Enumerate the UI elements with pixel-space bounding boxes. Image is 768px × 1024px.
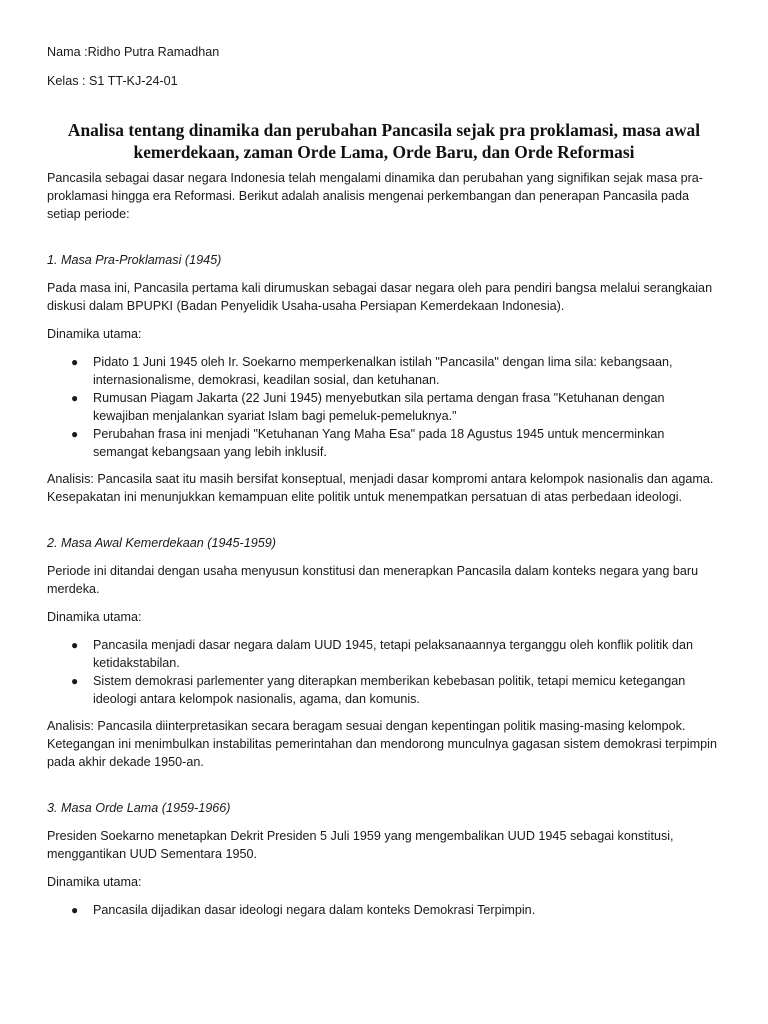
intro-paragraph: Pancasila sebagai dasar negara Indonesia telah mengalami dinamika dan perubahan yang signifikan sejak masa pra-proklamasi hingga era Reformasi. Berikut adalah analisis mengenai perkembangan dan penerapan Pancasila pada setiap periode:: [47, 171, 703, 221]
list-item: [47, 353, 721, 389]
list-item: [47, 425, 721, 461]
list-item-text: Pancasila dijadikan dasar ideologi negara dalam konteks Demokrasi Terpimpin.: [93, 903, 536, 917]
section-orde-lama: [47, 799, 721, 919]
bullet-icon: ●: [71, 638, 79, 652]
dinamika-list: [47, 353, 721, 461]
student-name: Nama :Ridho Putra Ramadhan: [47, 45, 220, 59]
bullet-icon: ●: [71, 355, 79, 369]
analysis-paragraph: Analisis: Pancasila saat itu masih bersifat konseptual, menjadi dasar kompromi antara kelompok nasionalis dan agama. Kesepakatan ini menunjukkan kemampuan elite politik untuk menempatkan persatuan di atas perbedaan ideologi.: [47, 472, 714, 504]
bullet-icon: ●: [71, 391, 79, 405]
list-item-text: Pidato 1 Juni 1945 oleh Ir. Soekarno memperkenalkan istilah "Pancasila" dengan lima sila: kebangsaan, internasionalisme, demokrasi, keadilan sosial, dan ketuhanan.: [93, 355, 673, 387]
bullet-icon: ●: [71, 903, 79, 917]
section-description: Periode ini ditandai dengan usaha menyusun konstitusi dan menerapkan Pancasila dalam konteks negara yang baru merdeka.: [47, 564, 699, 596]
list-item: [47, 672, 721, 708]
dinamika-list: [47, 636, 721, 708]
dinamika-label: Dinamika utama:: [47, 327, 142, 341]
list-item-text: Sistem demokrasi parlementer yang diterapkan memberikan kebebasan politik, tetapi memicu ketegangan ideologi antara kelompok nasionalis, agama, dan komunis.: [93, 674, 686, 706]
section-heading: 1. Masa Pra-Proklamasi (1945): [47, 253, 222, 267]
document-title: Analisa tentang dinamika dan perubahan Pancasila sejak pra proklamasi, masa awal kemerdekaan, zaman Orde Lama, Orde Baru, dan Orde Reformasi: [67, 120, 701, 162]
dinamika-label: Dinamika utama:: [47, 875, 142, 889]
list-item: [47, 636, 721, 672]
section-heading: 2. Masa Awal Kemerdekaan (1945-1959): [47, 536, 276, 550]
list-item-text: Rumusan Piagam Jakarta (22 Juni 1945) menyebutkan sila pertama dengan frasa "Ketuhanan dengan kewajiban menjalankan syariat Islam bagi pemeluk-pemeluknya.": [93, 391, 665, 423]
analysis-paragraph: Analisis: Pancasila diinterpretasikan secara beragam sesuai dengan kepentingan politik masing-masing kelompok. Ketegangan ini menimbulkan instabilitas pemerintahan dan mendorong munculnya gagasan sistem demokrasi terpimpin pada akhir dekade 1950-an.: [47, 719, 717, 769]
student-class: Kelas : S1 TT-KJ-24-01: [47, 74, 178, 88]
section-description: Presiden Soekarno menetapkan Dekrit Presiden 5 Juli 1959 yang mengembalikan UUD 1945 sebagai konstitusi, menggantikan UUD Sementara 1950.: [47, 829, 674, 861]
bullet-icon: ●: [71, 674, 79, 688]
bullet-icon: ●: [71, 427, 79, 441]
dinamika-label: Dinamika utama:: [47, 610, 142, 624]
list-item-text: Pancasila menjadi dasar negara dalam UUD 1945, tetapi pelaksanaannya terganggu oleh konflik politik dan ketidakstabilan.: [93, 638, 693, 670]
section-description: Pada masa ini, Pancasila pertama kali dirumuskan sebagai dasar negara oleh para pendiri bangsa melalui serangkaian diskusi dalam BPUPKI (Badan Penyelidik Usaha-usaha Persiapan Kemerdekaan Indonesia).: [47, 281, 713, 313]
list-item: [47, 389, 721, 425]
section-heading: 3. Masa Orde Lama (1959-1966): [47, 801, 231, 815]
section-awal-kemerdekaan: [47, 534, 721, 771]
list-item: [47, 901, 721, 919]
section-pra-proklamasi: [47, 251, 721, 506]
list-item-text: Perubahan frasa ini menjadi "Ketuhanan Yang Maha Esa" pada 18 Agustus 1945 untuk mencerminkan semangat kebangsaan yang lebih inklusif.: [93, 427, 665, 459]
dinamika-list: [47, 901, 721, 919]
